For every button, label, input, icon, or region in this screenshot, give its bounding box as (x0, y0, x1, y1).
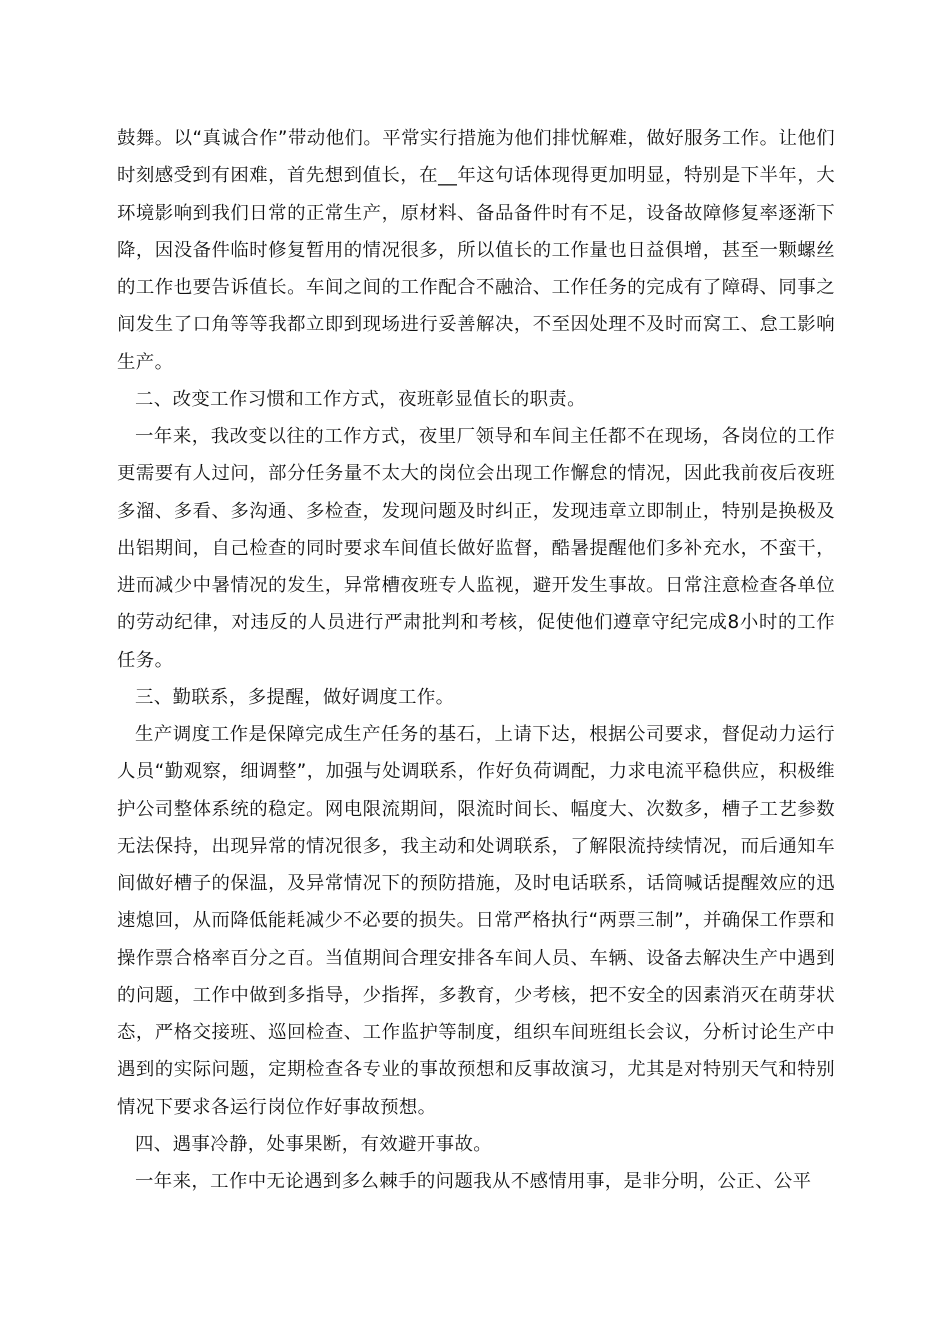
paragraph-1: 鼓舞。以“真诚合作”带动他们。平常实行措施为他们排忧解难，做好服务工作。让他们时刻感受到有困难，首先想到值长，在__年这句话体现得更加明显，特别是下半年，大环境影响到我们日常的正常生产，原材料、备品备件时有不足，设备故障修复率逐渐下降，因没备件临时修复暂用的情况很多，所以值长的工作量也日益俱增，甚至一颗螺丝的工作也要告诉值长。车间之间的工作配合不融洽、工作任务的完成有了障碍、同事之间发生了口角等等我都立即到现场进行妥善解决，不至因处理不及时而窝工、怠工影响生产。 (117, 128, 835, 373)
document-body (117, 120, 835, 1200)
section-heading-4: 四、遇事冷静，处事果断，有效避开事故。 (135, 1133, 493, 1155)
section-heading-2: 二、改变工作习惯和工作方式，夜班彰显值长的职责。 (135, 388, 586, 410)
section-heading-3: 三、勤联系，多提醒，做好调度工作。 (135, 686, 455, 708)
paragraph-3: 生产调度工作是保障完成生产任务的基石，上请下达，根据公司要求，督促动力运行人员“勤观察，细调整”，加强与处调联系，作好负荷调配，力求电流平稳供应，积极维护公司整体系统的稳定。网电限流期间，限流时间长、幅度大、次数多，槽子工艺参数无法保持，出现异常的情况很多，我主动和处调联系，了解限流持续情况，而后通知车间做好槽子的保温，及异常情况下的预防措施，及时电话联系，话筒喊话提醒效应的迅速熄回，从而降低能耗减少不必要的损失。日常严格执行“两票三制”，并确保工作票和操作票合格率百分之百。当值期间合理安排各车间人员、车辆、设备去解决生产中遇到的问题，工作中做到多指导，少指挥，多教育，少考核，把不安全的因素消灭在萌芽状态，严格交接班、巡回检查、工作监护等制度，组织车间班组长会议，分析讨论生产中遇到的实际问题，定期检查各专业的事故预想和反事故演习，尤其是对特别天气和特别情况下要求各运行岗位作好事故预想。 (117, 724, 835, 1118)
paragraph-2: 一年来，我改变以往的工作方式，夜里厂领导和车间主任都不在现场，各岗位的工作更需要有人过问，部分任务量不太大的岗位会出现工作懈怠的情况，因此我前夜后夜班多溜、多看、多沟通、多检查，发现问题及时纠正，发现违章立即制止，特别是换极及出铝期间，自己检查的同时要求车间值长做好监督，酷暑提醒他们多补充水，不蛮干，进而减少中暑情况的发生，异常槽夜班专人监视，避开发生事故。日常注意检查各单位的劳动纪律，对违反的人员进行严肃批判和考核，促使他们遵章守纪完成8小时的工作任务。 (117, 426, 835, 671)
paragraph-4: 一年来，工作中无论遇到多么棘手的问题我从不感情用事，是非分明，公正、公平 (135, 1171, 812, 1192)
